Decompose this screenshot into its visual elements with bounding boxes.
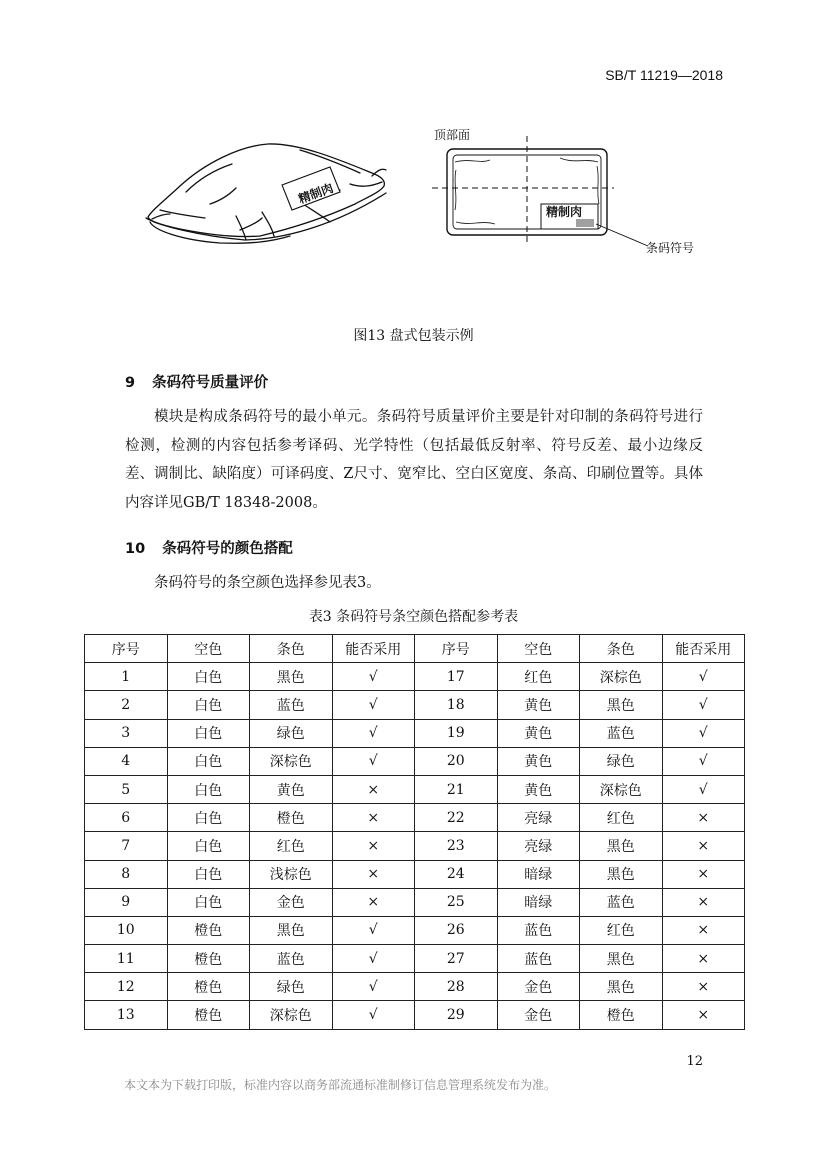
table-cell: 亮绿 (497, 804, 580, 832)
table-cell: 黑色 (250, 663, 333, 691)
table-cell: 白色 (167, 804, 250, 832)
table-cell: × (332, 804, 415, 832)
table-row (85, 945, 745, 973)
table-cell: √ (662, 719, 745, 747)
table-cell: 2 (85, 691, 168, 719)
header-cell: 序号 (85, 635, 168, 663)
table-cell: 绿色 (580, 747, 663, 775)
table-cell: 3 (85, 719, 168, 747)
table-cell: 暗绿 (497, 860, 580, 888)
page-number: 12 (686, 1054, 703, 1069)
stamp-text-right: 精制肉 (546, 205, 583, 219)
table-cell: 亮绿 (497, 832, 580, 860)
table-cell: 18 (415, 691, 498, 719)
figure-caption: 图13 盘式包装示例 (353, 328, 474, 344)
table-cell: 橙色 (250, 804, 333, 832)
color-combination-table (84, 634, 745, 1030)
table-cell: 蓝色 (250, 691, 333, 719)
table-cell: 绿色 (250, 719, 333, 747)
table-cell: 暗绿 (497, 888, 580, 916)
header-cell: 空色 (167, 635, 250, 663)
table-cell: 蓝色 (497, 945, 580, 973)
table-cell: 4 (85, 747, 168, 775)
table-cell: × (662, 973, 745, 1001)
table-cell: 黑色 (580, 832, 663, 860)
table-cell: 白色 (167, 832, 250, 860)
table-cell: 深棕色 (250, 747, 333, 775)
header-cell: 条色 (580, 635, 663, 663)
table-cell: 25 (415, 888, 498, 916)
table-cell: 深棕色 (580, 775, 663, 803)
standard-code: SB/T 11219—2018 (605, 67, 723, 83)
table-cell: 橙色 (167, 945, 250, 973)
table-cell: 黑色 (580, 945, 663, 973)
barcode-symbol-label: 条码符号 (646, 241, 695, 255)
table-row (85, 775, 745, 803)
table-cell: 白色 (167, 888, 250, 916)
table-cell: √ (332, 945, 415, 973)
section-9-title: 条码符号质量评价 (152, 375, 269, 391)
table-cell: 26 (415, 916, 498, 944)
table-row (85, 804, 745, 832)
table-cell: 金色 (497, 1001, 580, 1029)
table-cell: 黑色 (580, 973, 663, 1001)
table-cell: 黄色 (497, 691, 580, 719)
table-cell: × (662, 945, 745, 973)
table-cell: 5 (85, 775, 168, 803)
table-row (85, 747, 745, 775)
table-cell: 黄色 (497, 719, 580, 747)
table-cell: 黑色 (580, 691, 663, 719)
table-cell: 白色 (167, 747, 250, 775)
table-cell: 金色 (250, 888, 333, 916)
section-10-title: 条码符号的颜色搭配 (162, 541, 293, 557)
section-10-heading (125, 537, 293, 558)
table-cell: 浅棕色 (250, 860, 333, 888)
table-cell: 19 (415, 719, 498, 747)
table-cell: 29 (415, 1001, 498, 1029)
table-cell: 蓝色 (580, 719, 663, 747)
table-cell: 红色 (580, 804, 663, 832)
table-cell: 黑色 (580, 860, 663, 888)
table-cell: × (332, 860, 415, 888)
table-cell: 橙色 (167, 973, 250, 1001)
table-cell: 1 (85, 663, 168, 691)
table-cell: √ (662, 663, 745, 691)
section-10-paragraph: 条码符号的条空颜色选择参见表3。 (154, 575, 381, 591)
table-cell: × (332, 775, 415, 803)
table-cell: × (332, 832, 415, 860)
table-cell: 黑色 (250, 916, 333, 944)
table-cell: 10 (85, 916, 168, 944)
section-9-paragraph: 模块是构成条码符号的最小单元。条码符号质量评价主要是针对印制的条码符号进行检测，检测的内容包括参考译码、光学特性（包括最低反射率、符号反差、最小边缘反差、调制比、缺陷度）可译码度、Z尺寸、宽窄比、空白区宽度、条高、印刷位置等。具体内容详见GB/T 18348-2008。 (125, 409, 703, 511)
table-cell: 11 (85, 945, 168, 973)
table-cell: 金色 (497, 973, 580, 1001)
header-cell: 能否采用 (332, 635, 415, 663)
table-cell: 12 (85, 973, 168, 1001)
table-cell: × (332, 888, 415, 916)
table-cell: √ (332, 916, 415, 944)
table-cell: 白色 (167, 719, 250, 747)
table-cell: 13 (85, 1001, 168, 1029)
table-cell: 红色 (497, 663, 580, 691)
footer-note: 本文本为下载打印版，标准内容以商务部流通标准制修订信息管理系统发布为准。 (124, 1078, 557, 1092)
table-cell: 22 (415, 804, 498, 832)
table-cell: 黄色 (497, 775, 580, 803)
table-cell: × (662, 916, 745, 944)
table-row (85, 888, 745, 916)
table-cell: √ (332, 1001, 415, 1029)
table-cell: 深棕色 (580, 663, 663, 691)
table-body (85, 663, 745, 1029)
table-cell: √ (332, 663, 415, 691)
header-cell: 空色 (497, 635, 580, 663)
table-cell: 黄色 (497, 747, 580, 775)
table-cell: 橙色 (580, 1001, 663, 1029)
table-cell: 橙色 (167, 1001, 250, 1029)
table-cell: 橙色 (167, 916, 250, 944)
table-row (85, 663, 745, 691)
table-cell: √ (332, 747, 415, 775)
table-cell: √ (332, 973, 415, 1001)
table-cell: 7 (85, 832, 168, 860)
table-cell: √ (332, 719, 415, 747)
table-cell: × (662, 804, 745, 832)
table-cell: 黄色 (250, 775, 333, 803)
header-cell: 能否采用 (662, 635, 745, 663)
table-cell: 白色 (167, 691, 250, 719)
table-cell: 白色 (167, 775, 250, 803)
table-cell: 白色 (167, 860, 250, 888)
table-row (85, 973, 745, 1001)
table-cell: × (662, 832, 745, 860)
table-cell: 9 (85, 888, 168, 916)
header-cell: 序号 (415, 635, 498, 663)
table-cell: 23 (415, 832, 498, 860)
table-cell: √ (662, 775, 745, 803)
section-9-number: 9 (125, 375, 136, 391)
table-row (85, 1001, 745, 1029)
table-title: 表3 条码符号条空颜色搭配参考表 (308, 609, 519, 625)
table-cell: × (662, 860, 745, 888)
table-cell: 27 (415, 945, 498, 973)
table-cell: 20 (415, 747, 498, 775)
table-row (85, 719, 745, 747)
table-cell: × (662, 1001, 745, 1029)
table-cell: 红色 (580, 916, 663, 944)
table-cell: 红色 (250, 832, 333, 860)
tray-top-view (432, 128, 694, 255)
table-cell: 蓝色 (497, 916, 580, 944)
top-face-label: 顶部面 (434, 128, 471, 142)
table-cell: √ (662, 691, 745, 719)
table-cell: 蓝色 (250, 945, 333, 973)
table-cell: 深棕色 (250, 1001, 333, 1029)
table-cell: √ (662, 747, 745, 775)
header-cell: 条色 (250, 635, 333, 663)
package-perspective-drawing (146, 144, 386, 243)
section-10-number: 10 (125, 541, 146, 557)
table-cell: 17 (415, 663, 498, 691)
tray-package-figure (0, 118, 827, 278)
table-cell: √ (332, 691, 415, 719)
table-cell: × (662, 888, 745, 916)
table-row (85, 860, 745, 888)
table-cell: 8 (85, 860, 168, 888)
table-cell: 白色 (167, 663, 250, 691)
table-row (85, 832, 745, 860)
table-cell: 21 (415, 775, 498, 803)
table-cell: 28 (415, 973, 498, 1001)
section-9-heading (125, 371, 268, 392)
table-cell: 绿色 (250, 973, 333, 1001)
stamp-text-left: 精制肉 (296, 180, 336, 207)
table-row (85, 916, 745, 944)
table-cell: 蓝色 (580, 888, 663, 916)
table-row (85, 691, 745, 719)
table-cell: 6 (85, 804, 168, 832)
table-cell: 24 (415, 860, 498, 888)
table-header-row (85, 635, 745, 663)
